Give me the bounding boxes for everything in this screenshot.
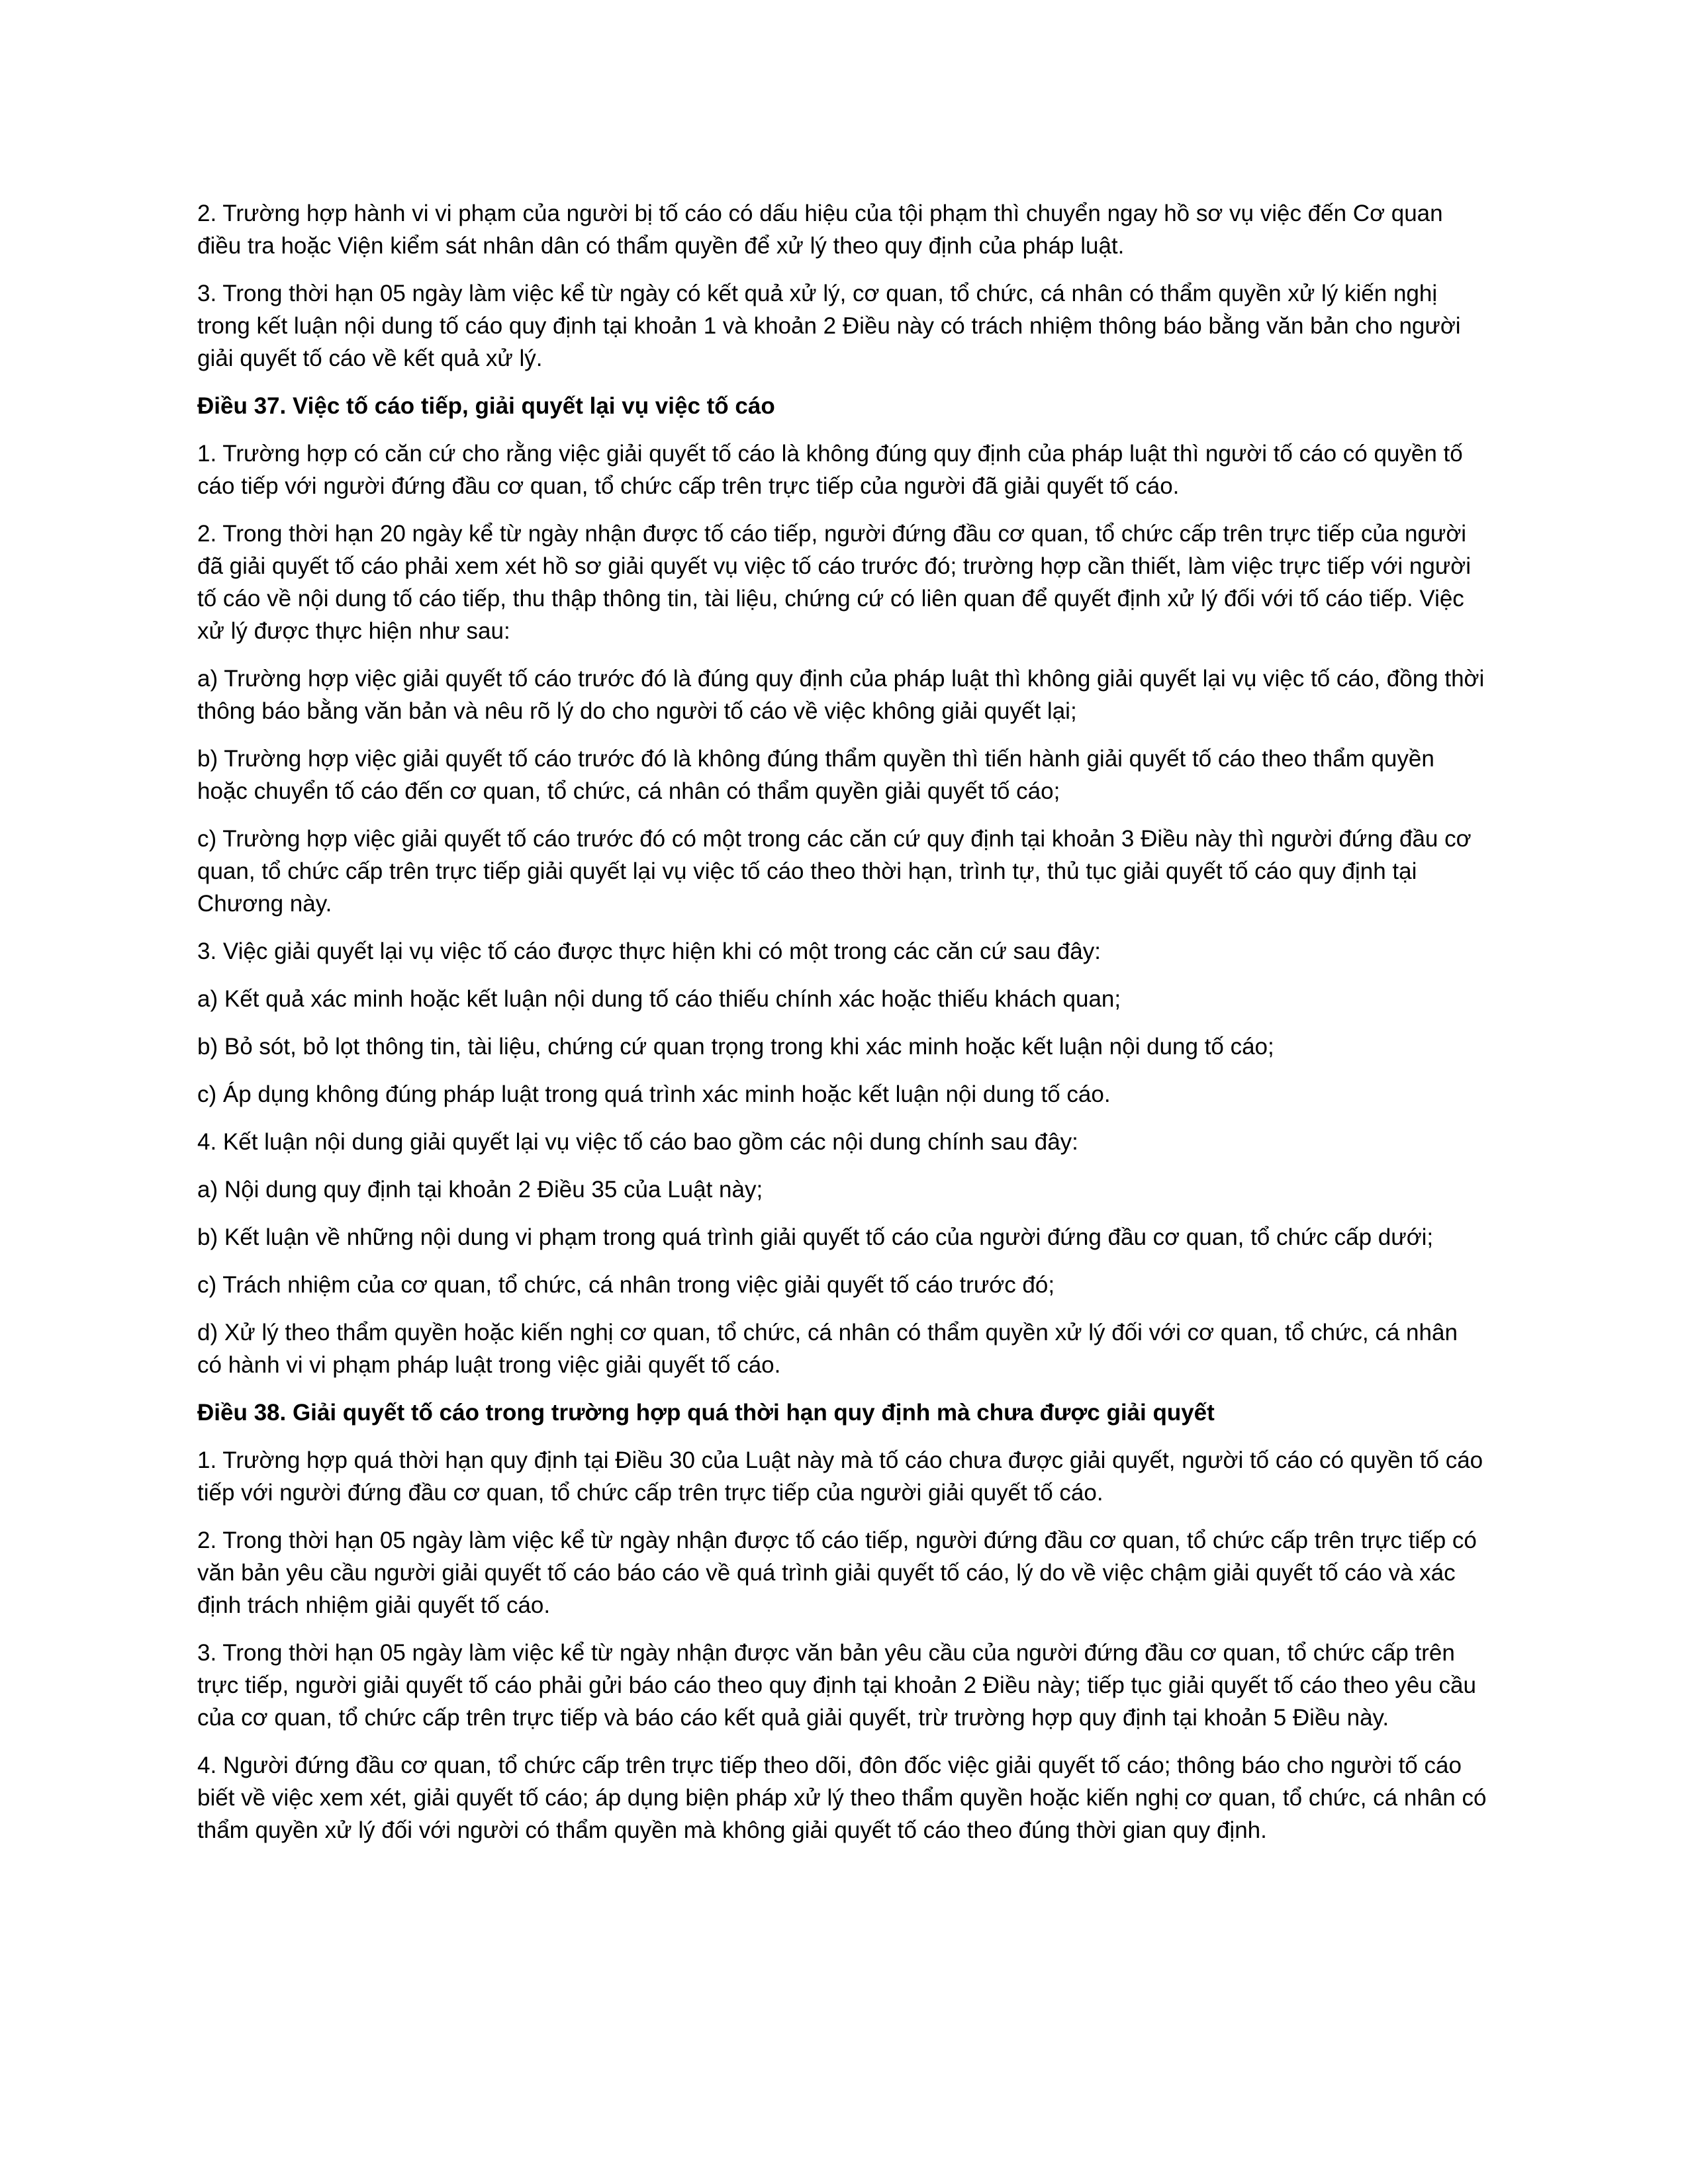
paragraph: c) Áp dụng không đúng pháp luật trong quá trình xác minh hoặc kết luận nội dung tố cáo. xyxy=(197,1081,1111,1107)
paragraph: 4. Người đứng đầu cơ quan, tổ chức cấp trên trực tiếp theo dõi, đôn đốc việc giải quyết tố cáo; thông báo cho người tố cáo biết về việc xem xét, giải quyết tố cáo; áp dụng biện pháp xử lý theo thẩm quyền hoặc kiến nghị cơ quan, tổ chức, cá nhân có thẩm quyền xử lý đối với người có thẩm quyền mà không giải quyết tố cáo theo đúng thời gian quy định. xyxy=(197,1752,1487,1843)
paragraph: 3. Trong thời hạn 05 ngày làm việc kể từ ngày nhận được văn bản yêu cầu của người đứng đầu cơ quan, tổ chức cấp trên trực tiếp, người giải quyết tố cáo phải gửi báo cáo theo quy định tại khoản 2 Điều này; tiếp tục giải quyết tố cáo theo yêu cầu của cơ quan, tổ chức cấp trên trực tiếp và báo cáo kết quả giải quyết, trừ trường hợp quy định tại khoản 5 Điều này. xyxy=(197,1640,1476,1731)
paragraph: 3. Trong thời hạn 05 ngày làm việc kể từ ngày có kết quả xử lý, cơ quan, tổ chức, cá nhân có thẩm quyền xử lý kiến nghị trong kết luận nội dung tố cáo quy định tại khoản 1 và khoản 2 Điều này có trách nhiệm thông báo bằng văn bản cho người giải quyết tố cáo về kết quả xử lý. xyxy=(197,281,1461,371)
paragraph: 4. Kết luận nội dung giải quyết lại vụ việc tố cáo bao gồm các nội dung chính sau đây: xyxy=(197,1129,1078,1155)
article-heading: Điều 38. Giải quyết tố cáo trong trường hợp quá thời hạn quy định mà chưa được giải quyết xyxy=(197,1400,1215,1426)
paragraph: 3. Việc giải quyết lại vụ việc tố cáo được thực hiện khi có một trong các căn cứ sau đây: xyxy=(197,938,1101,964)
paragraph: b) Trường hợp việc giải quyết tố cáo trước đó là không đúng thẩm quyền thì tiến hành giải quyết tố cáo theo thẩm quyền hoặc chuyển tố cáo đến cơ quan, tổ chức, cá nhân có thẩm quyền giải quyết tố cáo; xyxy=(197,746,1434,804)
paragraph: b) Bỏ sót, bỏ lọt thông tin, tài liệu, chứng cứ quan trọng trong khi xác minh hoặc kết luận nội dung tố cáo; xyxy=(197,1034,1274,1060)
paragraph: a) Kết quả xác minh hoặc kết luận nội dung tố cáo thiếu chính xác hoặc thiếu khách quan; xyxy=(197,986,1121,1012)
paragraph: 2. Trong thời hạn 20 ngày kể từ ngày nhận được tố cáo tiếp, người đứng đầu cơ quan, tổ chức cấp trên trực tiếp của người đã giải quyết tố cáo phải xem xét hồ sơ giải quyết vụ việc tố cáo trước đó; trường hợp cần thiết, làm việc trực tiếp với người tố cáo về nội dung tố cáo tiếp, thu thập thông tin, tài liệu, chứng cứ có liên quan để quyết định xử lý đối với tố cáo tiếp. Việc xử lý được thực hiện như sau: xyxy=(197,521,1471,644)
paragraph: 2. Trong thời hạn 05 ngày làm việc kể từ ngày nhận được tố cáo tiếp, người đứng đầu cơ quan, tổ chức cấp trên trực tiếp có văn bản yêu cầu người giải quyết tố cáo báo cáo về quá trình giải quyết tố cáo, lý do về việc chậm giải quyết tố cáo và xác định trách nhiệm giải quyết tố cáo. xyxy=(197,1527,1477,1618)
paragraph: b) Kết luận về những nội dung vi phạm trong quá trình giải quyết tố cáo của người đứng đầu cơ quan, tổ chức cấp dưới; xyxy=(197,1224,1434,1250)
document-body xyxy=(197,197,1488,1862)
paragraph: 2. Trường hợp hành vi vi phạm của người bị tố cáo có dấu hiệu của tội phạm thì chuyển ngay hồ sơ vụ việc đến Cơ quan điều tra hoặc Viện kiểm sát nhân dân có thẩm quyền để xử lý theo quy định của pháp luật. xyxy=(197,201,1443,259)
paragraph: c) Trường hợp việc giải quyết tố cáo trước đó có một trong các căn cứ quy định tại khoản 3 Điều này thì người đứng đầu cơ quan, tổ chức cấp trên trực tiếp giải quyết lại vụ việc tố cáo theo thời hạn, trình tự, thủ tục giải quyết tố cáo quy định tại Chương này. xyxy=(197,826,1472,917)
paragraph: a) Nội dung quy định tại khoản 2 Điều 35 của Luật này; xyxy=(197,1177,763,1203)
paragraph: d) Xử lý theo thẩm quyền hoặc kiến nghị cơ quan, tổ chức, cá nhân có thẩm quyền xử lý đối với cơ quan, tổ chức, cá nhân có hành vi vi phạm pháp luật trong việc giải quyết tố cáo. xyxy=(197,1320,1458,1378)
article-heading: Điều 37. Việc tố cáo tiếp, giải quyết lại vụ việc tố cáo xyxy=(197,393,775,419)
paragraph: 1. Trường hợp có căn cứ cho rằng việc giải quyết tố cáo là không đúng quy định của pháp luật thì người tố cáo có quyền tố cáo tiếp với người đứng đầu cơ quan, tổ chức cấp trên trực tiếp của người đã giải quyết tố cáo. xyxy=(197,441,1463,499)
paragraph: 1. Trường hợp quá thời hạn quy định tại Điều 30 của Luật này mà tố cáo chưa được giải quyết, người tố cáo có quyền tố cáo tiếp với người đứng đầu cơ quan, tổ chức cấp trên trực tiếp của người giải quyết tố cáo. xyxy=(197,1447,1483,1506)
paragraph: a) Trường hợp việc giải quyết tố cáo trước đó là đúng quy định của pháp luật thì không giải quyết lại vụ việc tố cáo, đồng thời thông báo bằng văn bản và nêu rõ lý do cho người tố cáo về việc không giải quyết lại; xyxy=(197,666,1485,724)
paragraph: c) Trách nhiệm của cơ quan, tổ chức, cá nhân trong việc giải quyết tố cáo trước đó; xyxy=(197,1272,1055,1298)
